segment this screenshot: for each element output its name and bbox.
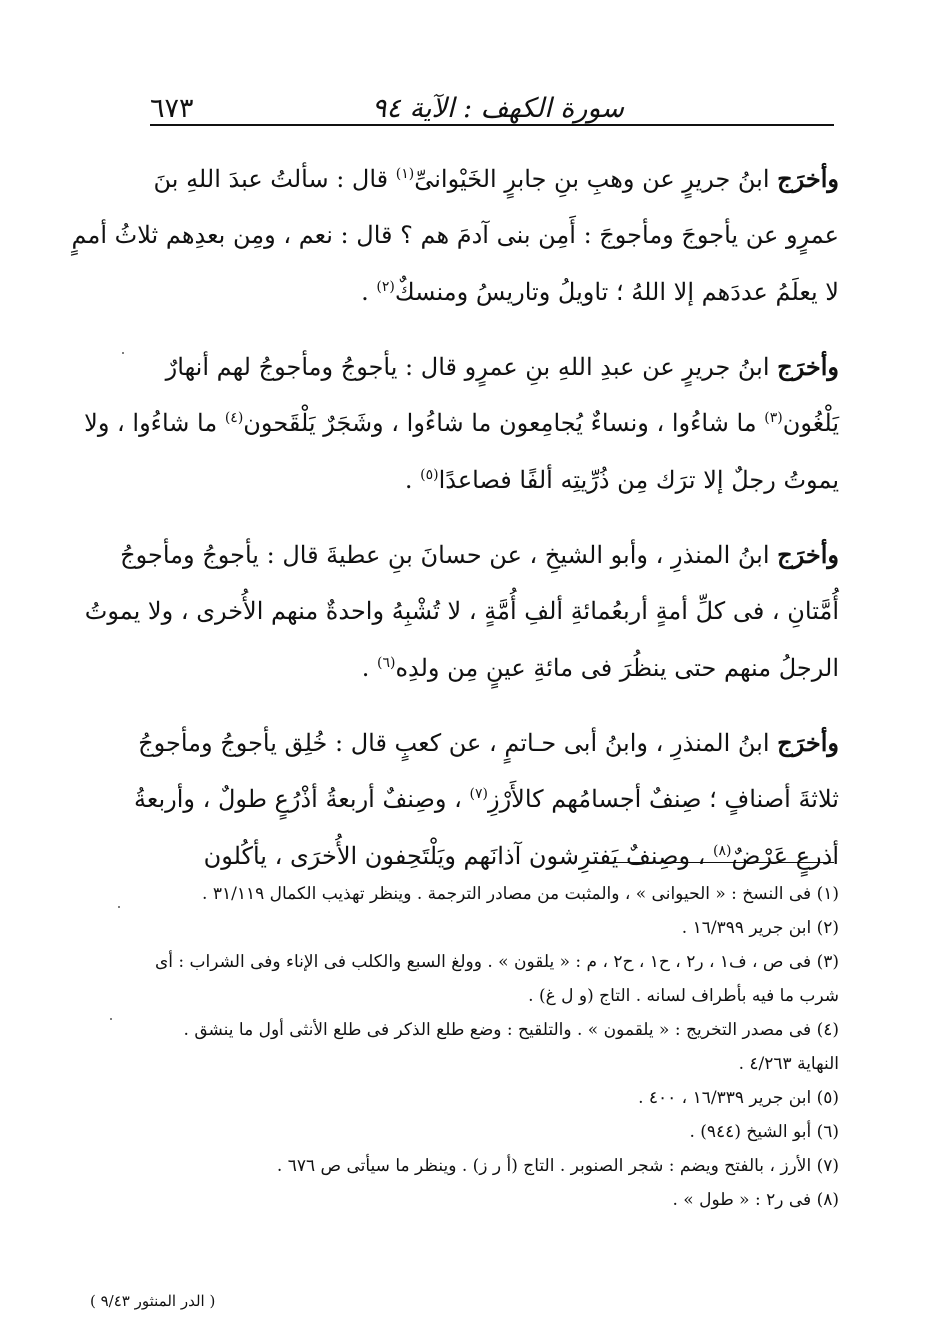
text-line [150,150,839,207]
line-text: . [404,466,413,494]
scan-speck [122,352,124,354]
line-text: يموتُ رجلٌ إلا ترَك مِن ذُرِّيتِه ألفًا فصاعدًا [438,466,839,494]
footnote-ref[interactable]: (٧) [469,786,488,802]
line-text: الرجلُ منهم حتى ينظُرَ فى مائةِ عينٍ مِن ولدِه [395,654,839,682]
text-line [71,207,839,264]
line-text: ابنُ المنذرِ ، وأبو الشيخِ ، عن حسانَ بنِ عطيةَ قال : يأجوجُ ومأجوجُ [120,541,770,569]
text-line [138,714,839,771]
line-text: ابنُ جريرٍ عن عبدِ اللهِ بنِ عمرٍو قال : يأجوجُ ومأجوجُ لهم أنهارٌ [165,353,770,381]
line-text: قال : سألتُ عبدَ اللهِ بنَ [153,165,389,193]
footnote-ref[interactable]: (٦) [376,655,396,671]
footnote-ref[interactable]: (٢) [376,279,395,295]
running-header-title: سورة الكهف : الآية ٩٤ [371,93,624,124]
paragraph-1 [71,150,839,321]
header-rule [150,124,834,126]
text-line [150,338,839,395]
footnote: (٧) الأرز ، بالفتح ويضم : شجر الصنوبر . التاج (أ ر ز) . وينظر ما سيأتى ص ٦٧٦ . [276,1156,839,1176]
text-line [150,640,839,697]
paragraph-2 [84,338,839,509]
line-text: ، وصِنفٌ أربعةُ أذْرُعٍ طولٌ ، وأربعةُ [134,785,462,813]
page-header [150,78,834,124]
main-text [71,150,839,902]
footnote: (٦) أبو الشيخ (٩٤٤) . [689,1122,839,1142]
footnote-ref[interactable]: (٣) [764,410,783,426]
line-text: لا يعلَمُ عددَهم إلا اللهُ ؛ تاويلُ وتاريسُ ومنسكٌ [394,278,839,306]
text-line [84,395,839,452]
footnote-ref[interactable]: (٨) [713,843,732,859]
line-text: أُمَّتانِ ، فى كلِّ أمةٍ أربعُمائةِ ألفِ أُمَّةٍ ، لا تُشْبِهُ واحدةٌ منهم الأُخرى ، ولا يموتُ [84,597,839,625]
text-line [120,526,839,583]
paragraph-lead: وأخرَج [777,352,839,381]
footnote: (٢) ابن جرير ١٦/٣٩٩ . [681,918,839,938]
text-line [150,452,839,509]
footnote: (٥) ابن جرير ١٦/٣٣٩ ، ٤٠٠ . [638,1088,839,1108]
footnote-ref[interactable]: (٤) [224,410,244,426]
text-line [84,583,839,640]
scan-speck [118,906,120,908]
line-text: أذرعٍ عَرْضٌ [731,842,839,870]
footnote-rule [598,862,834,863]
text-line [134,771,839,828]
footnotes [150,877,839,1217]
line-text: . [361,278,369,306]
line-text: ثلاثةَ أصنافٍ ؛ صِنفٌ أجسامُهم كالأَرْزِ [488,785,839,813]
paragraph-lead: وأخرَج [777,728,839,757]
line-text: عمرٍو عن يأجوجَ ومأجوجَ : أَمِن بنى آدمَ هم ؟ قال : نعم ، ومِن بعدِهم ثلاثُ أممٍ [71,221,839,249]
line-text: ابنُ جريرٍ عن وهبِ بنِ جابرٍ الخَيْوانىِّ [414,165,770,193]
line-text: يَلْغُون [782,409,839,437]
footnote: (٣) فى ص ، ف١ ، ر٢ ، ح١ ، ح٢ ، م : « يلقون » . وولغ السبع والكلب فى الإناء وفى الشراب : أى شرب ما فيه بأطراف لسانه . التاج (و ل غ) . [154,952,839,1006]
page-number: ٦٧٣ [150,93,194,124]
scan-speck [110,1018,112,1020]
line-text: ما شاءُوا ، ونساءٌ يُجامِعون ما شاءُوا ، وشَجَرٌ يَلْقَحون [243,409,757,437]
line-text: ابنُ المنذرِ ، وابنُ أبى حـاتمٍ ، عن كعبٍ قال : خُلِق يأجوجُ ومأجوجُ [138,729,770,757]
footnote: (١) فى النسخ : « الحيوانى » ، والمثبت من مصادر الترجمة . وينظر تهذيب الكمال ٣١/١١٩ . [202,884,839,904]
footnote: (٤) فى مصدر التخريج : « يلقمون » . والتلقيح : وضع طلع الذكر فى طلع الأنثى أول ما ينشق . النهاية ٤/٢٦٣ . [183,1020,839,1074]
line-text: ما شاءُوا ، ولا [84,409,218,437]
paragraph-lead: وأخرَج [777,164,839,193]
line-text: ، وصِنفٌ يَفترِشون آذانَهم ويَلْتَحِفون الأُخرَى ، يأكُلون [203,842,706,870]
source-print-mark: ( الدر المنثور ٩/٤٣ ) [90,1292,216,1310]
paragraph-3 [84,526,839,697]
line-text: . [361,654,370,682]
footnote-ref[interactable]: (٥) [420,467,439,483]
paragraph-4 [134,714,839,885]
footnote-ref[interactable]: (١) [395,166,415,182]
paragraph-lead: وأخرَج [777,540,839,569]
text-line [150,264,839,321]
footnote: (٨) فى ر٢ : « طول » . [672,1190,839,1210]
